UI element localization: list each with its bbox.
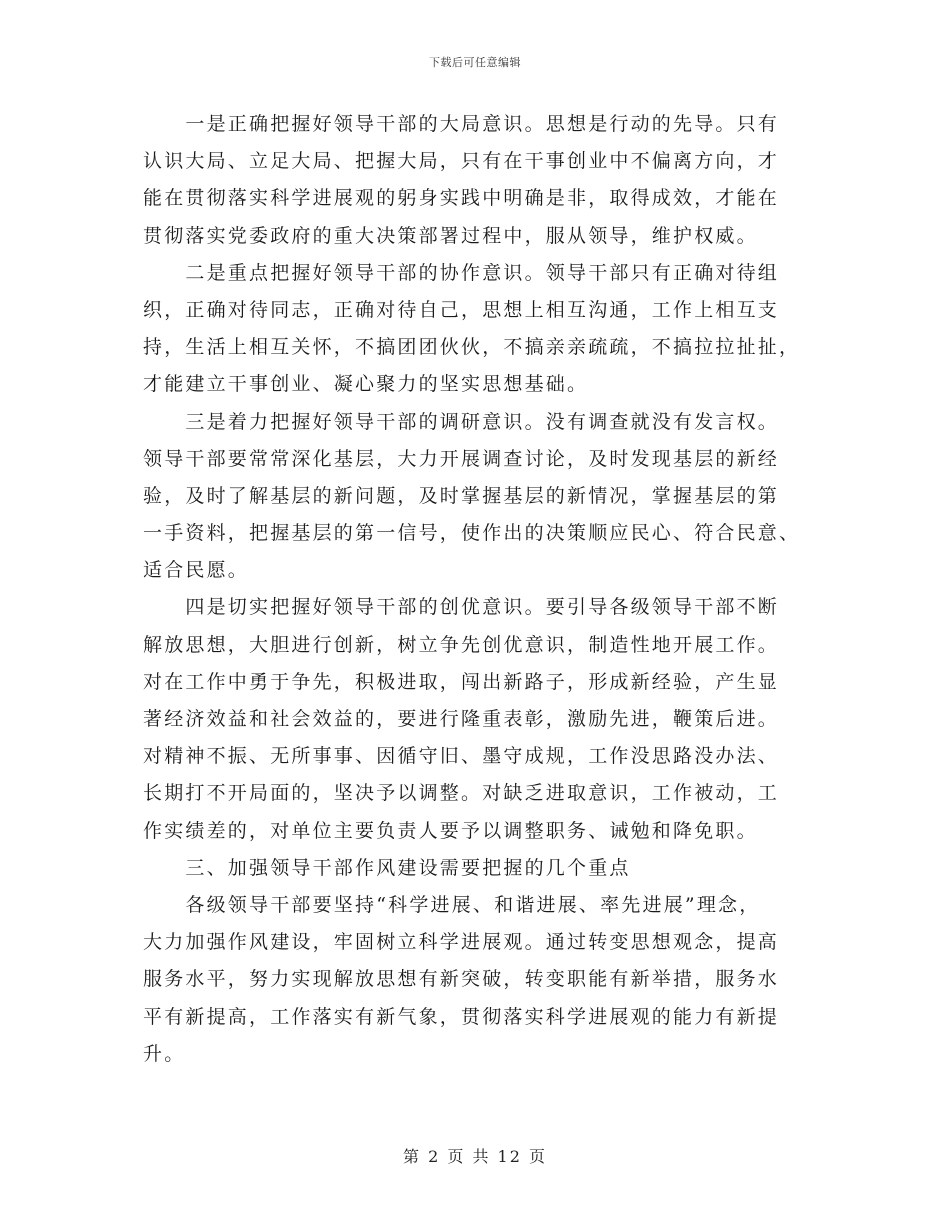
text-line: 持，生活上相互关怀，不搞团团伙伙，不搞亲亲疏疏，不搞拉拉扯扯， [143, 336, 801, 359]
text-line: 著经济效益和社会效益的，要进行隆重表彰，激励先进，鞭策后进。 [143, 708, 780, 730]
text-line: 解放思想，大胆进行创新，树立争先创优意识，制造性地开展工作。 [143, 633, 780, 656]
text-line: 大力加强作风建设，牢固树立科学进展观。通过转变思想观念，提高 [143, 931, 780, 954]
text-line: 能在贯彻落实科学进展观的躬身实践中明确是非，取得成效，才能在 [143, 187, 780, 210]
text-line: 织，正确对待同志，正确对待自己，思想上相互沟通，工作上相互支 [143, 298, 780, 321]
header-note: 下载后可任意编辑 [429, 56, 521, 69]
text-line: 升。 [143, 1042, 186, 1065]
body-text [143, 106, 809, 1073]
section-heading: 三、加强领导干部作风建设需要把握的几个重点 [143, 856, 631, 879]
text-line: 作实绩差的，对单位主要负责人要予以调整职务、诫勉和降免职。 [143, 819, 758, 842]
text-line: 贯彻落实党委政府的重大决策部署过程中，服从领导，维护权威。 [143, 224, 758, 247]
text-line: 验，及时了解基层的新问题，及时掌握基层的新情况，掌握基层的第 [143, 484, 780, 507]
text-line: 对在工作中勇于争先，积极进取，闯出新路子，形成新经验，产生显 [143, 670, 780, 693]
page-number: 第 2 页 共 12 页 [403, 1147, 547, 1166]
text-line: 适合民愿。 [143, 559, 250, 582]
text-line: 四是切实把握好领导干部的创优意识。要引导各级领导干部不断 [143, 596, 780, 619]
text-line: 长期打不开局面的，坚决予以调整。对缺乏进取意识，工作被动，工 [143, 782, 780, 805]
text-line: 三是着力把握好领导干部的调研意识。没有调查就没有发言权。 [143, 410, 780, 433]
text-line: 领导干部要常常深化基层，大力开展调查讨论，及时发现基层的新经 [143, 447, 780, 470]
text-line: 一手资料，把握基层的第一信号，使作出的决策顺应民心、符合民意、 [143, 522, 801, 545]
text-line: 才能建立干事创业、凝心聚力的坚实思想基础。 [143, 373, 589, 396]
text-line: 对精神不振、无所事事、因循守旧、墨守成规，工作没思路没办法、 [143, 745, 780, 768]
text-line: 一是正确把握好领导干部的大局意识。思想是行动的先导。只有 [143, 113, 780, 135]
text-line: 平有新提高，工作落实有新气象，贯彻落实科学进展观的能力有新提 [143, 1005, 780, 1028]
text-line: 二是重点把握好领导干部的协作意识。领导干部只有正确对待组 [143, 261, 780, 284]
text-line: 认识大局、立足大局、把握大局，只有在干事创业中不偏离方向，才 [143, 150, 780, 173]
text-line: 服务水平，努力实现解放思想有新突破，转变职能有新举措，服务水 [143, 968, 780, 991]
text-line: 各级领导干部要坚持“科学进展、和谐进展、率先进展”理念， [143, 893, 761, 916]
